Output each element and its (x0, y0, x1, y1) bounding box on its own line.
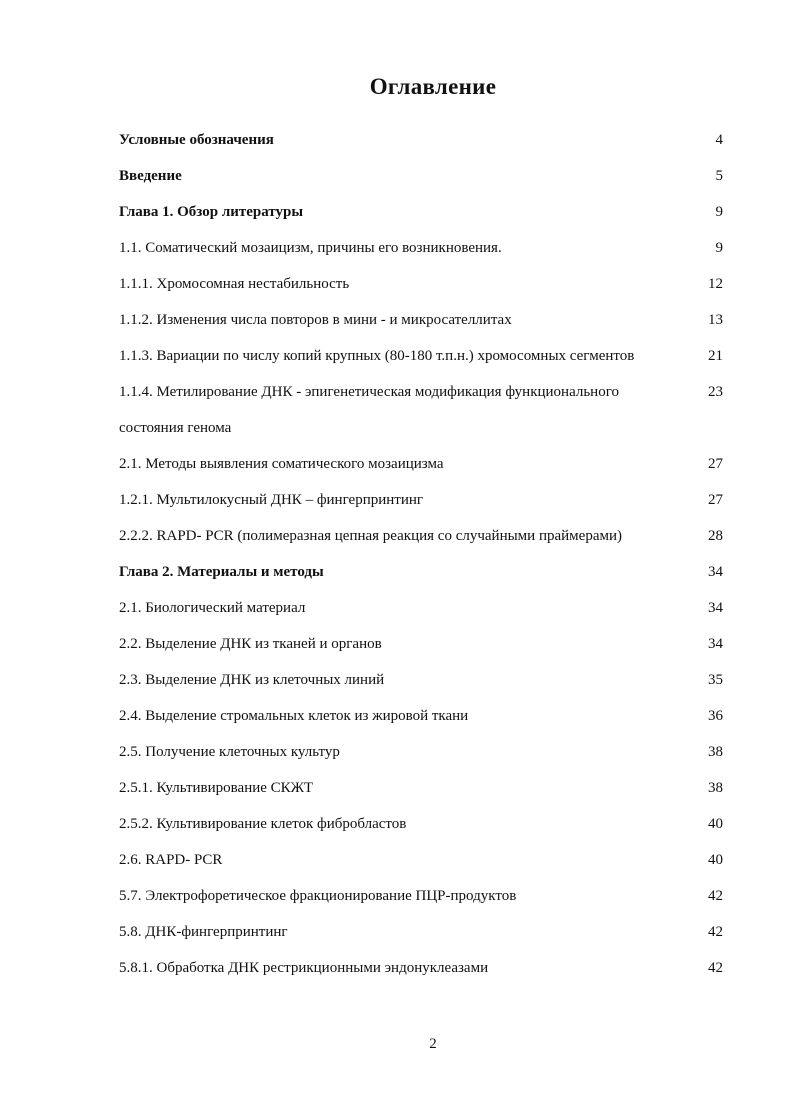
toc-entry-page: 42 (708, 888, 723, 904)
toc-entry (119, 668, 723, 692)
toc-entry-label: Глава 2. Материалы и методы (119, 564, 324, 580)
toc-entry-page: 27 (708, 492, 723, 508)
toc-entry (119, 488, 723, 512)
toc-entry (119, 560, 723, 584)
toc-entry-label: 2.6. RAPD- PCR (119, 852, 223, 868)
toc-entry (119, 380, 723, 404)
toc-entry-label: Глава 1. Обзор литературы (119, 204, 304, 220)
toc-entry-page: 34 (708, 564, 723, 580)
page-number: 2 (429, 1036, 437, 1052)
toc-entry (119, 272, 723, 296)
toc-entry (119, 848, 723, 872)
toc-entry-label: 2.3. Выделение ДНК из клеточных линий (119, 672, 385, 688)
toc-entry-label: 2.5. Получение клеточных культур (119, 744, 340, 760)
toc-entry-page: 36 (708, 708, 723, 724)
toc-entry-page: 38 (708, 744, 723, 760)
toc-entry-page: 40 (708, 852, 723, 868)
toc-entry (119, 632, 723, 656)
toc-entry-label: 5.7. Электрофоретическое фракционирование ПЦР-продуктов (119, 888, 517, 904)
toc-entry-page: 13 (708, 312, 723, 328)
toc-entry (119, 452, 723, 476)
toc-entry-page: 21 (708, 348, 723, 364)
toc-entry (119, 308, 723, 332)
toc-entry-label: 2.2. Выделение ДНК из тканей и органов (119, 636, 382, 652)
toc-entry-label: 5.8.1. Обработка ДНК рестрикционными эндонуклеазами (119, 960, 489, 976)
toc-entry-label: 1.1.1. Хромосомная нестабильность (119, 276, 350, 292)
toc-entry-label: состояния генома (119, 420, 232, 436)
page-title: Оглавление (369, 74, 497, 99)
toc-entry-continuation (119, 416, 723, 440)
toc-entry-label: 2.2.2. RAPD- PCR (полимеразная цепная реакция со случайными праймерами) (119, 528, 622, 544)
toc-entry (119, 236, 723, 260)
toc-entry-label: 5.8. ДНК-фингерпринтинг (119, 924, 288, 940)
toc-entry (119, 956, 723, 980)
toc-entry-label: 1.1.3. Вариации по числу копий крупных (80-180 т.п.н.) хромосомных сегментов (119, 348, 635, 364)
toc-entry-page: 9 (715, 240, 723, 256)
toc-entry-label: 1.2.1. Мультилокусный ДНК – фингерпринтинг (119, 492, 424, 508)
toc-entry (119, 740, 723, 764)
toc-entry-page: 42 (708, 960, 723, 976)
toc-entry-page: 23 (708, 384, 723, 400)
toc-entry-label: Условные обозначения (119, 132, 274, 148)
toc-entry-page: 40 (708, 816, 723, 832)
toc-entry-page: 34 (708, 636, 723, 652)
toc-entry-page: 34 (708, 600, 723, 616)
toc-entry-page: 4 (715, 132, 723, 148)
toc-entry (119, 884, 723, 908)
toc-entry-page: 28 (708, 528, 723, 544)
toc-entry-label: 2.1. Методы выявления соматического мозаицизма (119, 456, 444, 472)
toc-entry-page: 27 (708, 456, 723, 472)
toc-entry-label: 2.5.2. Культивирование клеток фибробластов (119, 816, 407, 832)
toc-entry-page: 38 (708, 780, 723, 796)
toc-entry (119, 164, 723, 188)
toc-entry-label: 1.1.2. Изменения числа повторов в мини - и микросателлитах (119, 312, 512, 328)
toc-entry (119, 344, 723, 368)
toc-entry-page: 35 (708, 672, 723, 688)
toc-entry-label: 1.1. Соматический мозаицизм, причины его возникновения. (119, 240, 502, 256)
toc-entry (119, 920, 723, 944)
toc-entry (119, 524, 723, 548)
toc-entry-label: 1.1.4. Метилирование ДНК - эпигенетическая модификация функционального (119, 384, 619, 400)
toc-entry-label: Введение (119, 168, 182, 184)
toc-entry-label: 2.4. Выделение стромальных клеток из жировой ткани (119, 708, 469, 724)
toc-entry (119, 596, 723, 620)
toc-entry (119, 812, 723, 836)
toc-entry-label: 2.1. Биологический материал (119, 600, 306, 616)
toc-entry (119, 776, 723, 800)
toc-entry-page: 9 (715, 204, 723, 220)
toc-entry (119, 704, 723, 728)
toc-entry-page: 5 (715, 168, 723, 184)
toc-entry-label: 2.5.1. Культивирование СКЖТ (119, 780, 314, 796)
toc-entry-page: 42 (708, 924, 723, 940)
toc-entry (119, 128, 723, 152)
toc-entry-page: 12 (708, 276, 723, 292)
toc-entry (119, 200, 723, 224)
